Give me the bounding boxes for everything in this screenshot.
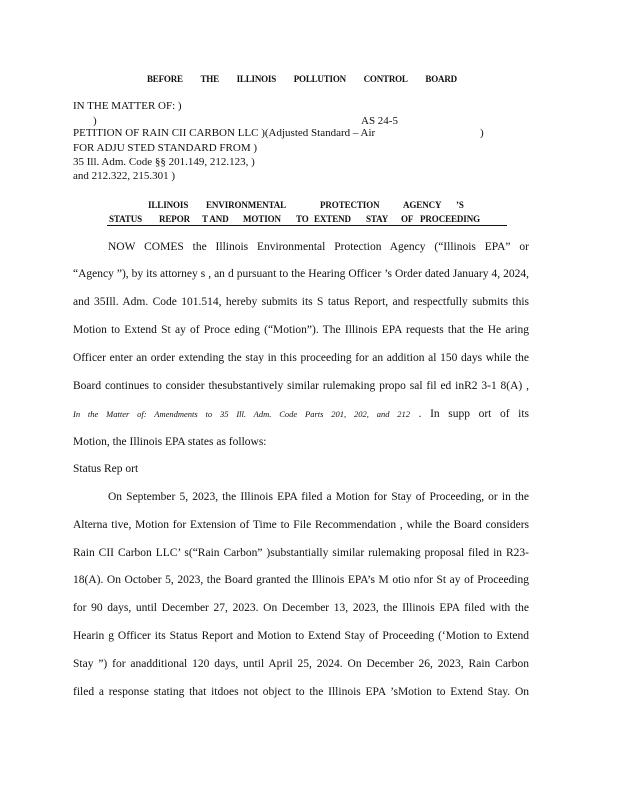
heading-word: STAY bbox=[366, 214, 389, 224]
paragraph-line: Rain CII Carbon LLC’ s(“Rain Carbon” )substantially similar rulemaking proposal filed in R23- bbox=[73, 547, 529, 559]
caption-code-line: 35 Ill. Adm. Code §§ 201.149, 212.123, ) bbox=[73, 156, 255, 168]
heading-word: STATUS bbox=[109, 214, 143, 224]
board-title-word: ILLINOIS bbox=[236, 74, 277, 84]
board-title-word: POLLUTION bbox=[293, 74, 346, 84]
paragraph-line: Motion, the Illinois EPA states as follows: bbox=[73, 436, 267, 448]
caption-and-line: and 212.322, 215.301 ) bbox=[73, 170, 176, 182]
case-number: AS 24-5 bbox=[361, 115, 398, 127]
heading-word: ENVIRONMENTAL bbox=[206, 200, 287, 210]
heading-word: EXTEND bbox=[314, 214, 351, 224]
caption-petition-line: PETITION OF RAIN CII CARBON LLC )(Adjusted Standard – Air bbox=[73, 127, 376, 139]
heading-word: AGENCY bbox=[403, 200, 442, 210]
heading-word: MOTION bbox=[243, 214, 281, 224]
heading-word: TO bbox=[296, 214, 309, 224]
paragraph-line: and 35Ill. Adm. Code 101.514, hereby submits its S tatus Report, and respectfully submits this bbox=[73, 296, 529, 308]
caption-paren: ) bbox=[93, 115, 97, 127]
heading-word: REPOR bbox=[159, 214, 191, 224]
board-title-word: BEFORE bbox=[147, 74, 183, 84]
paragraph-line: NOW COMES the Illinois Environmental Protection Agency (“Illinois EPA” or bbox=[108, 241, 529, 253]
paragraph-line: Hearin g Officer its Status Report and Motion to Extend Stay of Proceeding (‘Motion to Extend bbox=[73, 630, 529, 642]
heading-word: ’S bbox=[456, 200, 464, 210]
paragraph-line: Alterna tive, Motion for Extension of Time to File Recommendation , while the Board considers bbox=[73, 519, 529, 531]
paragraph-line bbox=[73, 407, 529, 421]
paragraph-line: for 90 days, until December 27, 2023. On December 13, 2023, the Illinois EPA filed with the bbox=[73, 602, 529, 614]
paragraph-line: Motion to Extend St ay of Proce eding (“Motion”). The Illinois EPA requests that the He aring bbox=[73, 324, 529, 336]
paragraph-line: “Agency ”), by its attorney s , an d pursuant to the Hearing Officer ’s Order dated January 4, 2024, bbox=[73, 268, 529, 280]
heading-word: T AND bbox=[202, 214, 229, 224]
heading-word: PROTECTION bbox=[320, 200, 380, 210]
citation: In the Matter of: Amendments to 35 Ill. Adm. Code Parts 201, 202, and 212 bbox=[73, 409, 411, 419]
heading-word: ILLINOIS bbox=[148, 200, 189, 210]
section-heading: Status Rep ort bbox=[73, 463, 139, 475]
paragraph-line: On September 5, 2023, the Illinois EPA filed a Motion for Stay of Proceeding, or in the bbox=[108, 491, 529, 503]
heading-word: PROCEEDING bbox=[420, 214, 481, 224]
board-title-word: CONTROL bbox=[363, 74, 408, 84]
paragraph-line: filed a response stating that itdoes not object to the Illinois EPA ’sMotion to Extend Stay. On bbox=[73, 686, 529, 698]
board-title-word: BOARD bbox=[425, 74, 457, 84]
paragraph-line: Stay ”) for anadditional 120 days, until April 25, 2024. On December 26, 2023, Rain Carbon bbox=[73, 658, 529, 670]
citation-tail: . In supp ort of its bbox=[410, 408, 529, 420]
board-title-word: THE bbox=[200, 74, 219, 84]
board-title bbox=[147, 74, 457, 84]
paragraph-line: Board continues to consider thesubstantively similar rulemaking propo sal fil ed inR2 3-1 8(A) , bbox=[73, 380, 529, 392]
caption-paren: ) bbox=[480, 127, 484, 139]
paragraph-line: Officer enter an order extending the stay in this proceeding for an addition al 150 days while the bbox=[73, 352, 529, 364]
heading-underline bbox=[107, 225, 507, 226]
caption-for-line: FOR ADJU STED STANDARD FROM ) bbox=[73, 142, 258, 154]
heading-word: OF bbox=[401, 214, 414, 224]
paragraph-line: 18(A). On October 5, 2023, the Board granted the Illinois EPA’s M otio nfor St ay of Proceeding bbox=[73, 574, 529, 586]
caption-in-the-matter: IN THE MATTER OF: ) bbox=[73, 100, 182, 112]
